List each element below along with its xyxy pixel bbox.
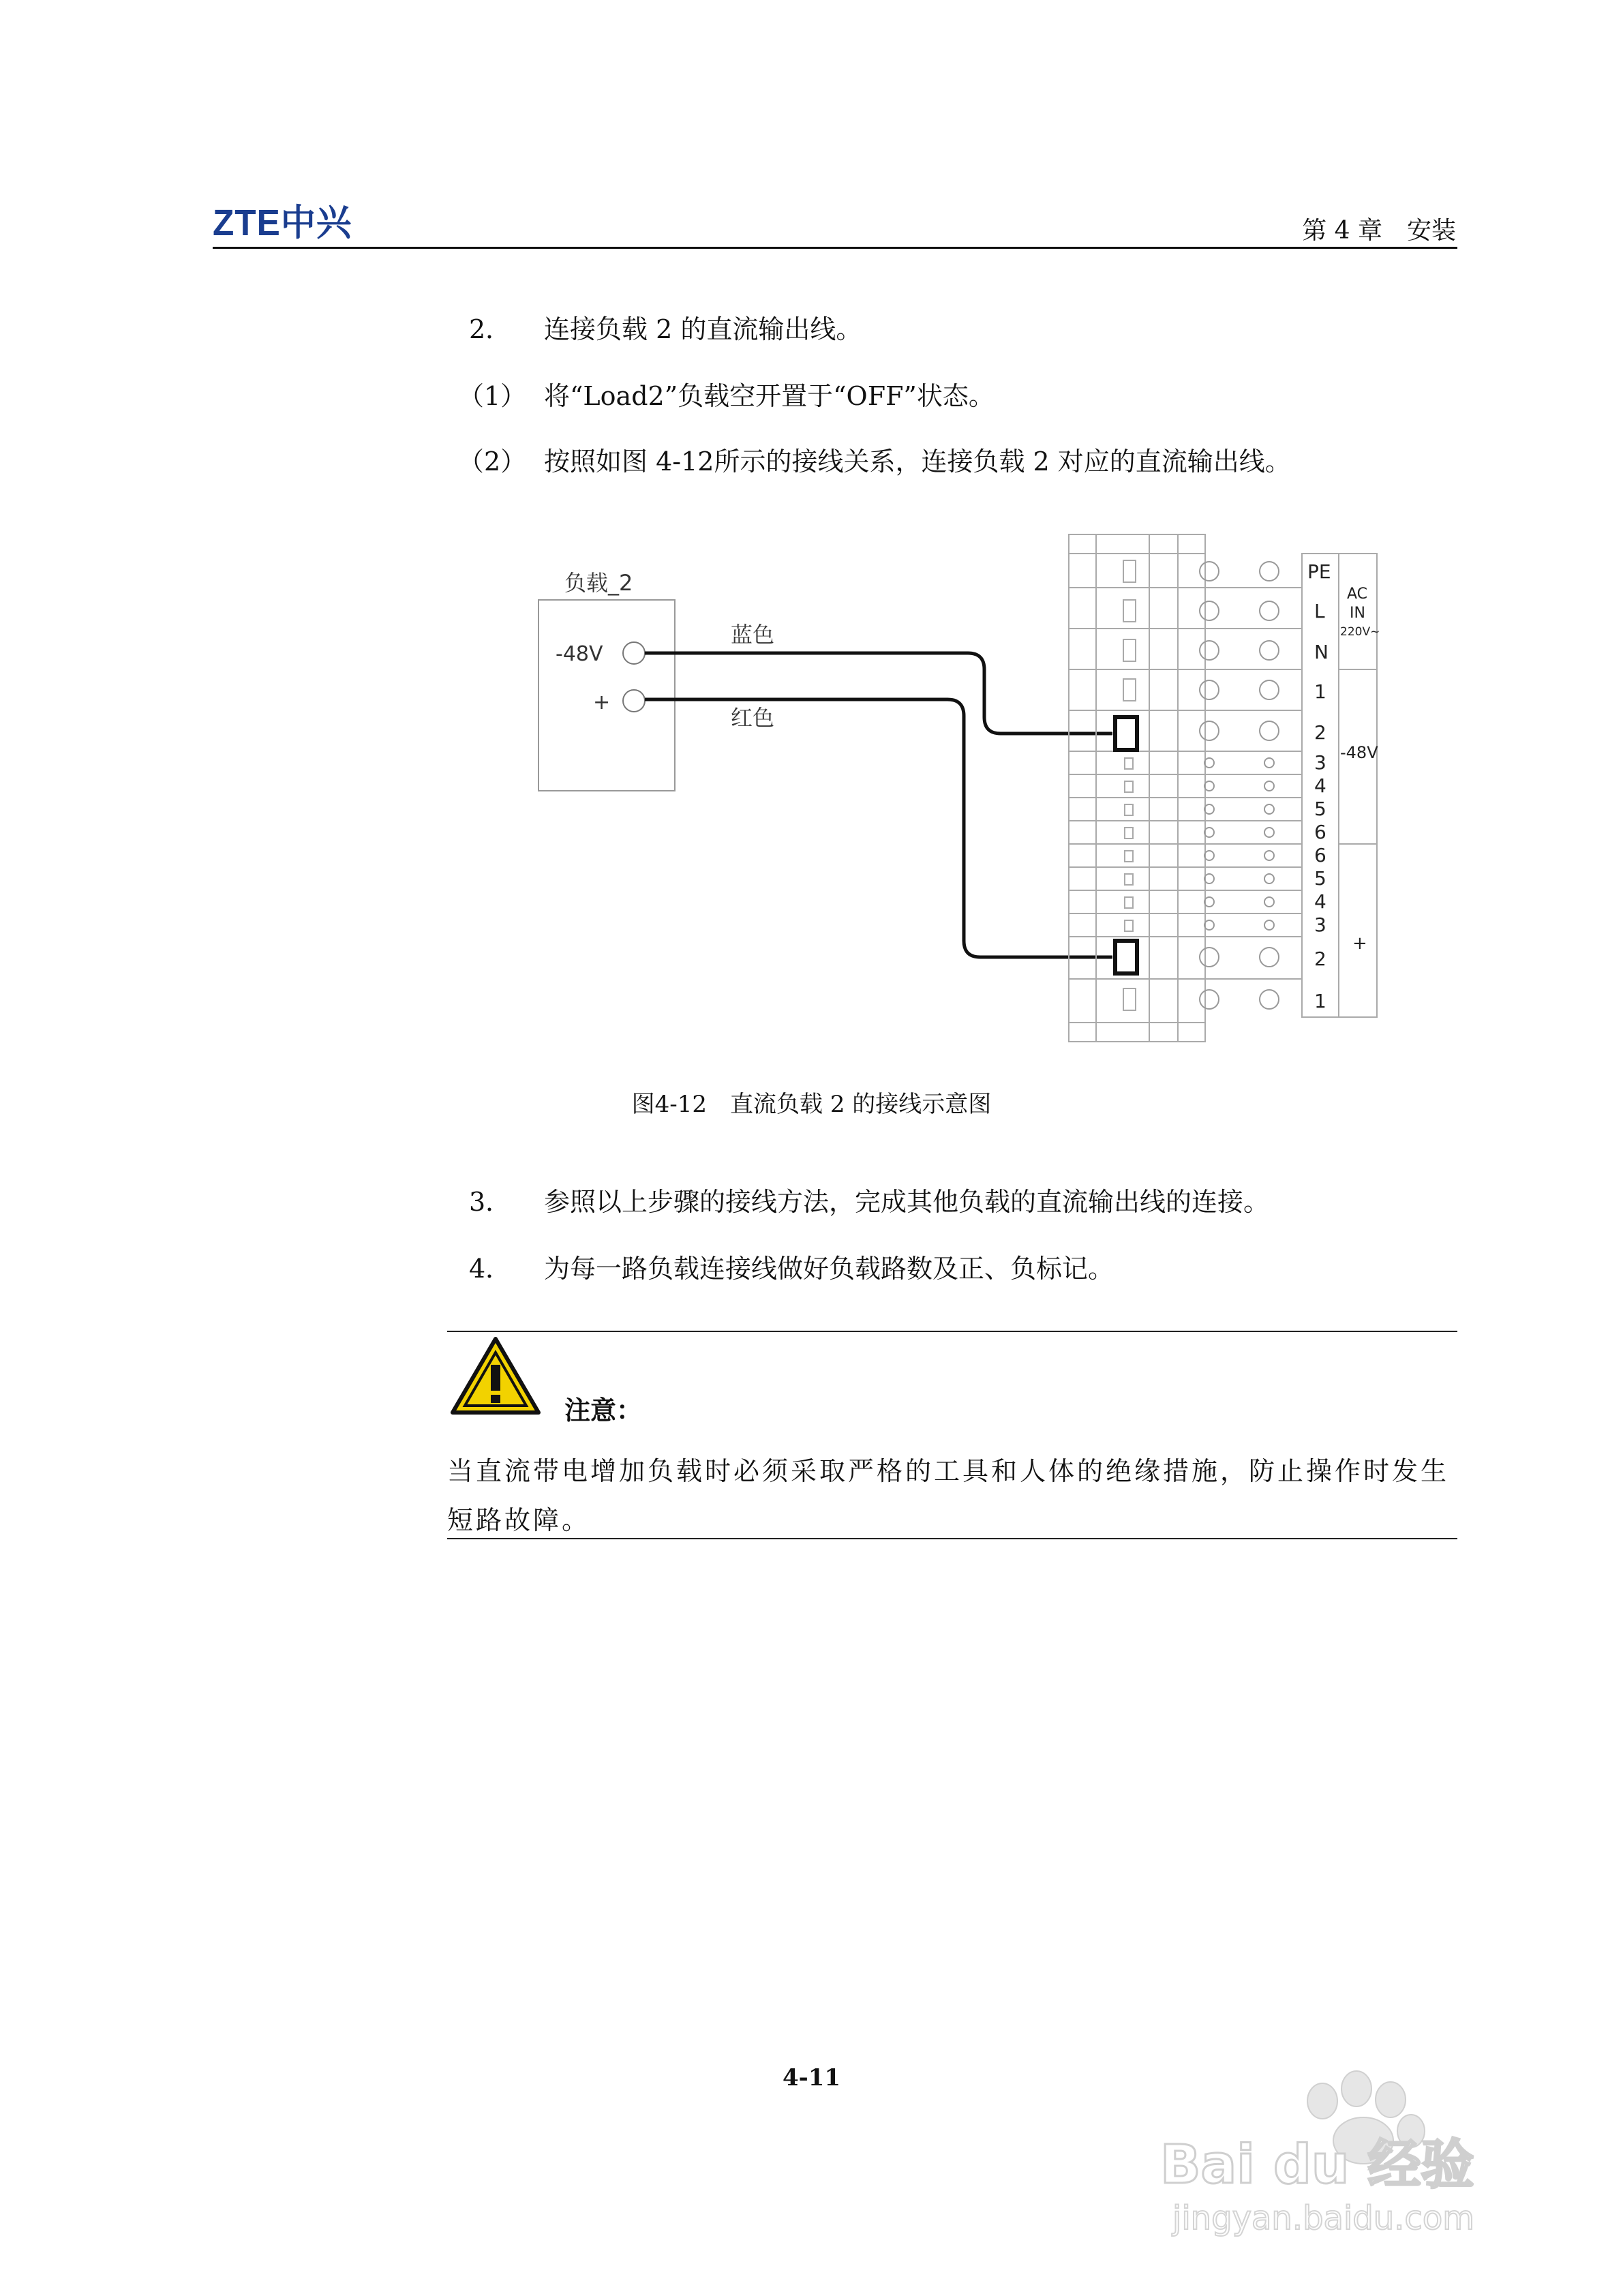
figure-caption: 图4-12 直流负载 2 的接线示意图 [631, 1091, 992, 1118]
load-title: 负载_2 [564, 570, 633, 596]
label-pos-1: 1 [1314, 990, 1326, 1012]
label-pos-3: 3 [1314, 913, 1326, 936]
label-n: N [1314, 641, 1329, 663]
watermark-url: jingyan.baidu.com [1172, 2199, 1474, 2237]
label-neg-group: -48V [1340, 743, 1378, 762]
label-neg-2: 2 [1314, 721, 1326, 744]
label-pos-2: 2 [1314, 948, 1326, 970]
label-pos-6: 6 [1314, 844, 1326, 866]
pos-terminal-label: + [593, 691, 611, 714]
page-number: 4-11 [782, 2064, 841, 2091]
zte-logo: ZTE中兴 [213, 202, 352, 243]
warning-icon [450, 1336, 541, 1417]
label-neg-6: 6 [1314, 821, 1326, 843]
step-text: 按照如图 4-12所示的接线关系，连接负载 2 对应的直流输出线。 [544, 447, 1291, 477]
red-wire-label: 红色 [731, 705, 775, 731]
blue-wire-label: 蓝色 [731, 622, 775, 648]
step-number: 3． [469, 1187, 512, 1217]
pos-terminal-2 [1115, 941, 1137, 973]
step-text: 为每一路负载连接线做好负载路数及正、负标记。 [544, 1254, 1114, 1284]
step-number: （1） [458, 381, 527, 411]
label-pos-5: 5 [1314, 867, 1326, 890]
blue-wire [645, 653, 1112, 734]
label-pos-group: + [1352, 933, 1367, 954]
note-title: 注意： [564, 1395, 643, 1425]
step-text: 连接负载 2 的直流输出线。 [544, 314, 862, 344]
note-body: 当直流带电增加负载时必须采取严格的工具和人体的绝缘措施，防止操作时发生短路故障。 [447, 1456, 1450, 1535]
label-neg-4: 4 [1314, 774, 1326, 797]
step-number: 2． [469, 314, 512, 344]
step-number: （2） [458, 447, 527, 477]
chapter-title: 第 4 章 安装 [1302, 217, 1456, 245]
label-in: IN [1350, 605, 1365, 622]
label-neg-5: 5 [1314, 798, 1326, 820]
label-neg-3: 3 [1314, 751, 1326, 774]
step-number: 4． [469, 1254, 512, 1284]
label-pe: PE [1307, 560, 1331, 583]
label-l: L [1314, 600, 1325, 622]
neg-terminal [623, 642, 645, 664]
label-220v: 220V~ [1340, 625, 1380, 639]
label-neg-1: 1 [1314, 680, 1326, 703]
step-4 [469, 1248, 1114, 1285]
baidu-watermark [1152, 2066, 1534, 2243]
label-ac: AC [1347, 586, 1368, 603]
note-bottom-rule [447, 1538, 1457, 1539]
step-text: 将“Load2”负载空开置于“OFF”状态。 [544, 381, 995, 411]
neg-terminal-label: -48V [556, 642, 603, 666]
step-3 [469, 1181, 1269, 1218]
step-text: 参照以上步骤的接线方法，完成其他负载的直流输出线的连接。 [544, 1187, 1270, 1217]
watermark-brand: Bai du 经验 [1160, 2134, 1474, 2196]
pos-terminal [623, 690, 645, 712]
label-pos-4: 4 [1314, 890, 1326, 913]
red-wire [645, 699, 1112, 957]
note-top-rule [447, 1331, 1457, 1332]
neg-terminal-2 [1115, 717, 1137, 750]
